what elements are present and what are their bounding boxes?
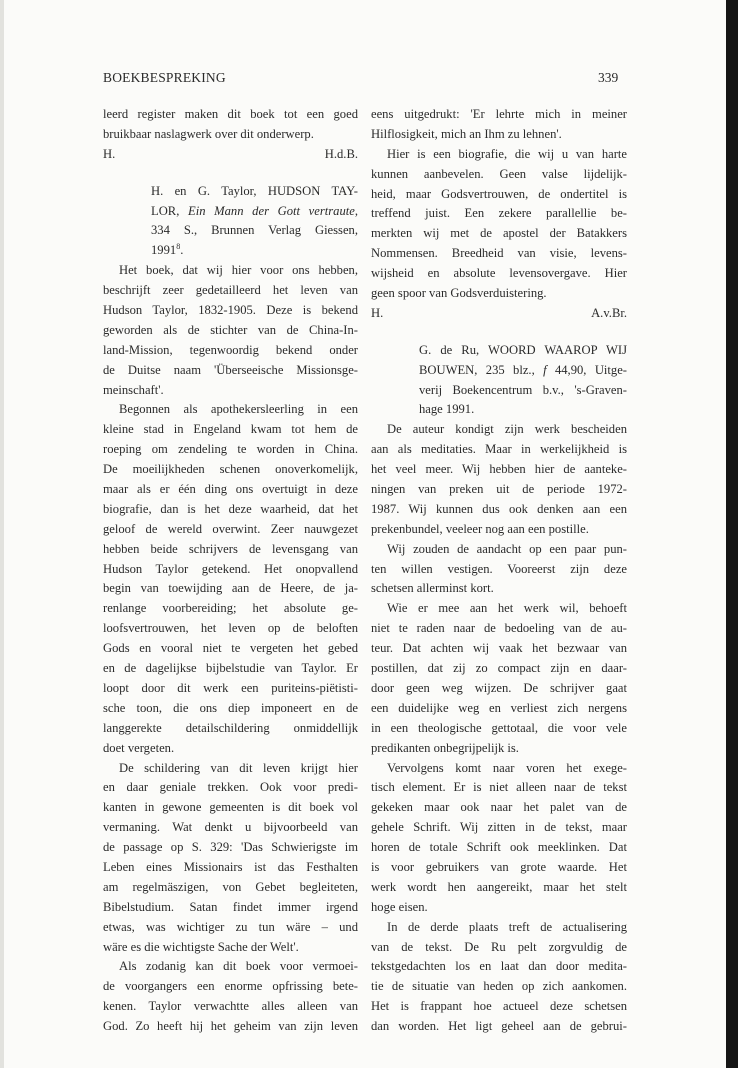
text-line: kleine stad in Engeland kwam tot hem de — [103, 422, 358, 437]
text-line: horen de totale Schrift ook meeklinken. Dat — [371, 840, 627, 855]
text-line: Het is frappant hoe actueel deze schetsen — [371, 999, 627, 1014]
paragraph — [371, 759, 627, 918]
page-number: 339 — [598, 70, 619, 85]
signature-reviewer: A.v.Br. — [591, 305, 627, 320]
right-column — [371, 105, 627, 1037]
text-line: Vervolgens komt naar voren het exege- — [387, 760, 627, 775]
text-line: loopt door dit werk een puriteins-piëtisti- — [103, 680, 358, 695]
text-line: loofsvertrouwen, het leven op de beloften — [103, 621, 358, 636]
paragraph — [103, 957, 358, 1037]
book-ref-line: 334 S., Brunnen Verlag Giessen, — [151, 223, 358, 238]
text-line: Als zodanig kan dit boek voor vermoei- — [119, 959, 358, 974]
text-line: Wie er mee aan het werk wil, behoeft — [387, 601, 627, 616]
paragraph — [103, 400, 358, 758]
book-ref-line: G. de Ru, WOORD WAAROP WIJ — [419, 342, 627, 357]
text-line: Hudson Taylor, 1832-1905. Deze is bekend — [103, 303, 358, 318]
running-header-title: BOEKBESPREKING — [103, 70, 226, 85]
text-line: merkten wij met de apostel der Batakkers — [371, 226, 627, 241]
text-line: geworden als de stichter van de China-In- — [103, 322, 358, 337]
text-line: geen spoor van Godsverduistering. — [371, 286, 547, 301]
text-line: en daar geniale trekken. Ook voor predi- — [103, 780, 358, 795]
text-line: tekstgedachten los en laat dan door medita- — [371, 959, 627, 974]
book-ref-line: BOUWEN, 235 blz., f 44,90, Uitge- — [419, 362, 627, 377]
text-line: werk wordt hen aangereikt, maar het stelt — [371, 879, 627, 894]
text-line: roeping om zendeling te worden in China. — [103, 442, 358, 457]
reviewer-signature — [103, 145, 358, 165]
text-line: begin van toewijding aan de Heere, de ja- — [103, 581, 358, 596]
text-line: kunnen aanbevelen. Geen valse lijdelijk- — [371, 166, 627, 181]
book-reference — [371, 341, 627, 421]
scan-left-edge — [0, 0, 4, 1068]
text-line: wäre es die wichtigste Sache der Welt'. — [103, 939, 299, 954]
text-line: doet vergeten. — [103, 740, 175, 755]
text-line: ningen van preken uit de periode 1972- — [371, 482, 627, 497]
text-line: geloof de wereld overwint. Zeer nauwgezet — [103, 521, 358, 536]
text-line: is voor gebruikers van grote waarde. Het — [371, 859, 627, 874]
paragraph-continuation — [103, 105, 358, 145]
signature-reviewer: H.d.B. — [324, 146, 358, 161]
text-line: leerd register maken dit boek tot een goed — [103, 107, 358, 121]
book-ref-line: LOR, Ein Mann der Gott vertraute, — [151, 203, 358, 218]
edition-superscript: 8 — [176, 242, 181, 252]
text-line: de Duitse naam 'Überseeische Missionsge- — [103, 362, 358, 377]
text-line: maar als er één ding ons overtuigt in deze — [103, 482, 358, 497]
text-line: de voorgangers een enorme opfrissing bete- — [103, 979, 358, 994]
text-line: door geen weg wijzen. De schrijver gaat — [371, 680, 627, 695]
text-line: aan als meditaties. Maar in werkelijkheid is — [371, 442, 627, 457]
text-line: kenen. Taylor verwachtte alles alleen van — [103, 999, 358, 1014]
text-line: God. Zo heeft hij het geheim van zijn leven — [103, 1019, 358, 1034]
paragraph — [371, 599, 627, 758]
paragraph — [371, 420, 627, 539]
text-line: treffend juist. Een zekere parallellie be- — [371, 206, 627, 221]
text-line: Bibelstudium. Satan findet immer irgend — [103, 899, 358, 914]
book-title: Ein Mann der Gott vertraute — [188, 203, 355, 218]
text-line: Het boek, dat wij hier voor ons hebben, — [119, 263, 358, 278]
guilder-sign: f — [543, 362, 547, 377]
text-line: gehele Schrift. Wij zitten in de tekst, maar — [371, 820, 627, 835]
text-line: prekenbundel, veeleer nog aan een postille. — [371, 521, 589, 536]
book-reference — [103, 182, 358, 262]
text-line: tie de situatie van heden op zich aankomen. — [371, 979, 627, 994]
text-line: hebben beide schrijvers de levensgang van — [103, 541, 358, 556]
text-line: teur. Dat achten wij vaak het bezwaar van — [371, 641, 627, 656]
text-line: In de derde plaats treft de actualisering — [387, 919, 627, 934]
text-line: 1987. Wij kunnen dus ook denken aan een — [371, 501, 627, 516]
book-ref-line: 1991$^8$. — [151, 242, 184, 258]
text-line: Gods en vooral niet te vergeten het gebed — [103, 641, 358, 656]
text-line: een duidelijke weg en verliest zich nergens — [371, 700, 627, 715]
text-line: het veel meer. Wij hebben hier de aanteke- — [371, 462, 627, 477]
text-line: Begonnen als apothekersleerling in een — [119, 402, 358, 417]
text-line: vermaning. Wat denkt u bijvoorbeeld van — [103, 820, 358, 835]
text-line: land-Mission, tegenwoordig bekend onder — [103, 342, 358, 357]
paragraph — [371, 145, 627, 304]
text-line: kanten in gewone gemeenten is dit boek vol — [103, 800, 358, 815]
text-line: tisch element. Er is niet alleen naar de tekst — [371, 780, 627, 795]
text-line: wijsheid en absolute levensovergave. Hier — [371, 266, 627, 281]
text-line: hoge eisen. — [371, 899, 428, 914]
text-line: postillen, dat zij zo compact zijn en daar- — [371, 661, 627, 676]
text-line: meinschaft'. — [103, 382, 164, 397]
text-line: De auteur kondigt zijn werk bescheiden — [387, 422, 627, 437]
book-ref-line: verij Boekencentrum b.v., 's-Graven- — [419, 382, 627, 397]
text-line: am regelmäszigen, von Gebet begleiteten, — [103, 879, 358, 894]
text-line: heid, maar Godsvertrouwen, de ondertitel is — [371, 186, 627, 201]
scan-right-edge — [726, 0, 738, 1068]
book-ref-line: H. en G. Taylor, HUDSON TAY- — [151, 183, 358, 198]
text-line: ten willen vestigen. Vooreerst zijn deze — [371, 561, 627, 576]
text-line: Nommensen. Breedheid van visie, levens- — [371, 246, 627, 261]
text-line: gekeken maar ook naar het palet van de — [371, 800, 627, 815]
text-line: Wij zouden de aandacht op een paar pun- — [387, 541, 627, 556]
text-line: renlange voorbereiding; het absolute ge- — [103, 601, 358, 616]
paragraph — [103, 759, 358, 958]
text-line: eens uitgedrukt: 'Er lehrte mich in meiner — [371, 107, 627, 121]
text-line: van de tekst. De Ru pelt zorgvuldig de — [371, 939, 627, 954]
text-line: en de dagelijkse bijbelstudie van Taylor. Er — [103, 661, 358, 676]
text-line: Leben eines Missionairs ist das Festhalten — [103, 859, 358, 874]
text-line: De moeilijkheden schenen onoverkomelijk, — [103, 462, 358, 477]
text-line: predikanten onbegrijpelijk is. — [371, 740, 519, 755]
text-line: langgerekte detailschildering onmiddellijk — [103, 720, 358, 735]
text-line: etwas, was wichtiger zu tun wäre – und — [103, 919, 358, 934]
reviewer-signature — [371, 304, 627, 324]
text-line: bruikbaar naslagwerk over dit onderwerp. — [103, 126, 314, 141]
text-line: Hilflosigkeit, mich an Ihm zu lehnen'. — [371, 126, 562, 141]
text-line: in een theologische gettotaal, die voor vele — [371, 720, 627, 735]
text-line: dan worden. Het ligt geheel aan de gebrui- — [371, 1019, 627, 1034]
text-line: Hier is een biografie, die wij u van harte — [387, 146, 627, 161]
text-line: biografie, dan is het deze waarheid, dat het — [103, 501, 358, 516]
text-line: de passage op S. 329: 'Das Schwierigste im — [103, 840, 358, 855]
text-line: De schildering van dit leven krijgt hier — [119, 760, 358, 775]
text-line: Hudson Taylor getekend. Het onopvallend — [103, 561, 358, 576]
paragraph — [371, 918, 627, 1037]
paragraph-continuation — [371, 105, 627, 145]
paragraph — [371, 540, 627, 600]
signature-initial: H. — [103, 146, 116, 161]
text-line: sche toon, die ons diep imponeert en de — [103, 700, 358, 715]
paragraph — [103, 261, 358, 400]
left-column — [103, 105, 358, 1037]
text-line: beschrijft zeer gedetailleerd het leven van — [103, 283, 358, 298]
text-line: schetsen allerminst kort. — [371, 581, 494, 596]
text-line: niet te raden naar de bedoeling van de au- — [371, 621, 627, 636]
signature-initial: H. — [371, 305, 384, 320]
book-ref-line: hage 1991. — [419, 402, 475, 417]
